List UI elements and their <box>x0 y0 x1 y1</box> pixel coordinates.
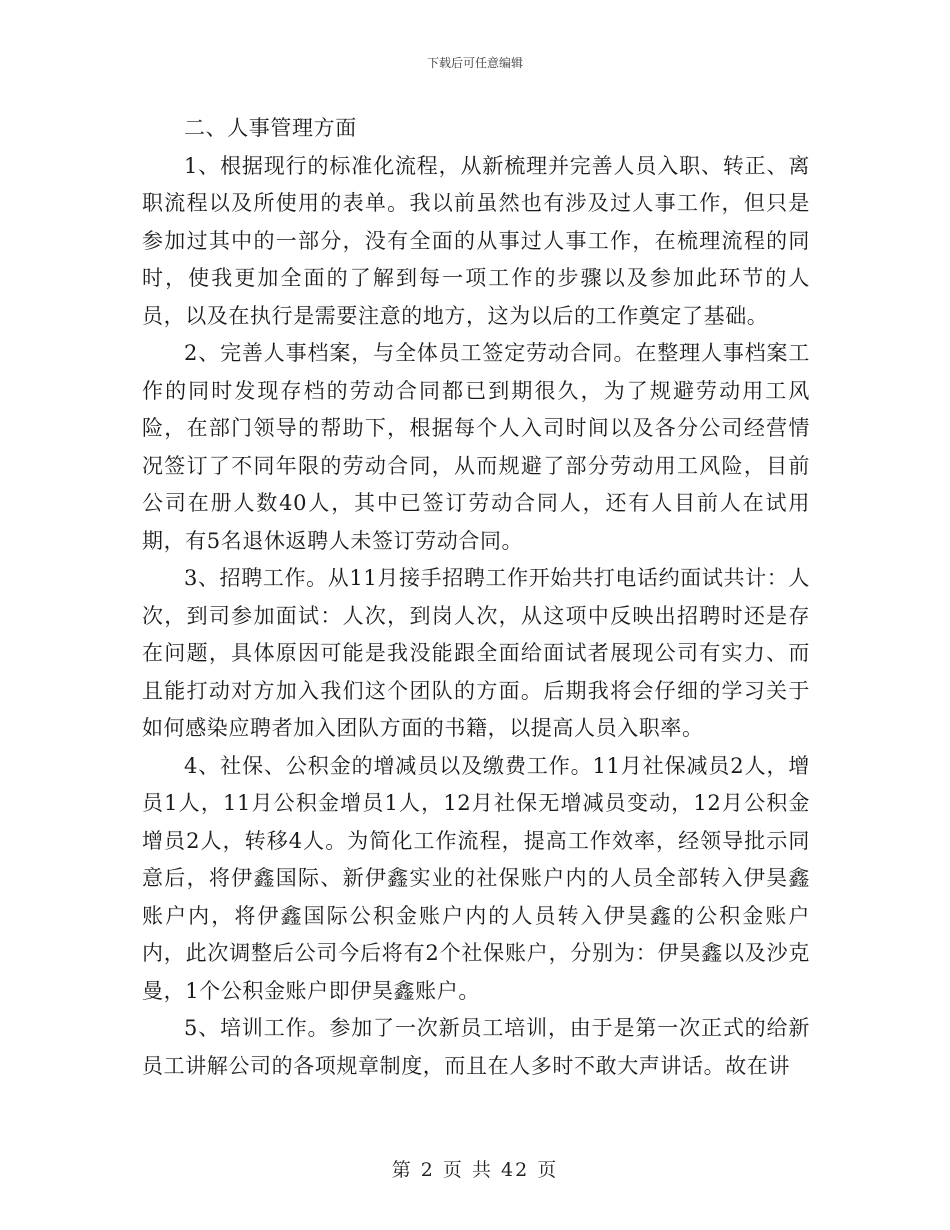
paragraph-2: 2、完善人事档案，与全体员工签定劳动合同。在整理人事档案工作的同时发现存档的劳动合同都已到期很久，为了规避劳动用工风险，在部门领导的帮助下，根据每个人入司时间以及各分公司经营情况签订了不同年限的劳动合同，从而规避了部分劳动用工风险，目前公司在册人数40人，其中已签订劳动合同人，还有人目前人在试用期，有5名退休返聘人未签订劳动合同。 <box>142 341 810 553</box>
page-footer: 第 2 页 共 42 页 <box>391 1159 559 1181</box>
paragraph-4: 4、社保、公积金的增减员以及缴费工作。11月社保减员2人，增员1人，11月公积金增员1人，12月社保无增减员变动，12月公积金增员2人，转移4人。为简化工作流程，提高工作效率，经领导批示同意后，将伊鑫国际、新伊鑫实业的社保账户内的人员全部转入伊昊鑫账户内，将伊鑫国际公积金账户内的人员转入伊昊鑫的公积金账户内，此次调整后公司今后将有2个社保账户，分别为：伊昊鑫以及沙克曼，1个公积金账户即伊昊鑫账户。 <box>142 753 810 1003</box>
document-body <box>142 110 810 1085</box>
paragraph-3: 3、招聘工作。从11月接手招聘工作开始共打电话约面试共计：人次，到司参加面试：人次，到岗人次，从这项中反映出招聘时还是存在问题，具体原因可能是我没能跟全面给面试者展现公司有实力、而且能打动对方加入我们这个团队的方面。后期我将会仔细的学习关于如何感染应聘者加入团队方面的书籍，以提高人员入职率。 <box>142 566 810 740</box>
page-header: 下载后可任意编辑 <box>426 56 523 70</box>
paragraph-5: 5、培训工作。参加了一次新员工培训，由于是第一次正式的给新员工讲解公司的各项规章制度，而且在人多时不敢大声讲话。故在讲 <box>142 1016 810 1078</box>
section-title: 二、人事管理方面 <box>184 116 357 140</box>
paragraph-1: 1、根据现行的标准化流程，从新梳理并完善人员入职、转正、离职流程以及所使用的表单。我以前虽然也有涉及过人事工作，但只是参加过其中的一部分，没有全面的从事过人事工作，在梳理流程的同时，使我更加全面的了解到每一项工作的步骤以及参加此环节的人员，以及在执行是需要注意的地方，这为以后的工作奠定了基础。 <box>142 153 810 328</box>
